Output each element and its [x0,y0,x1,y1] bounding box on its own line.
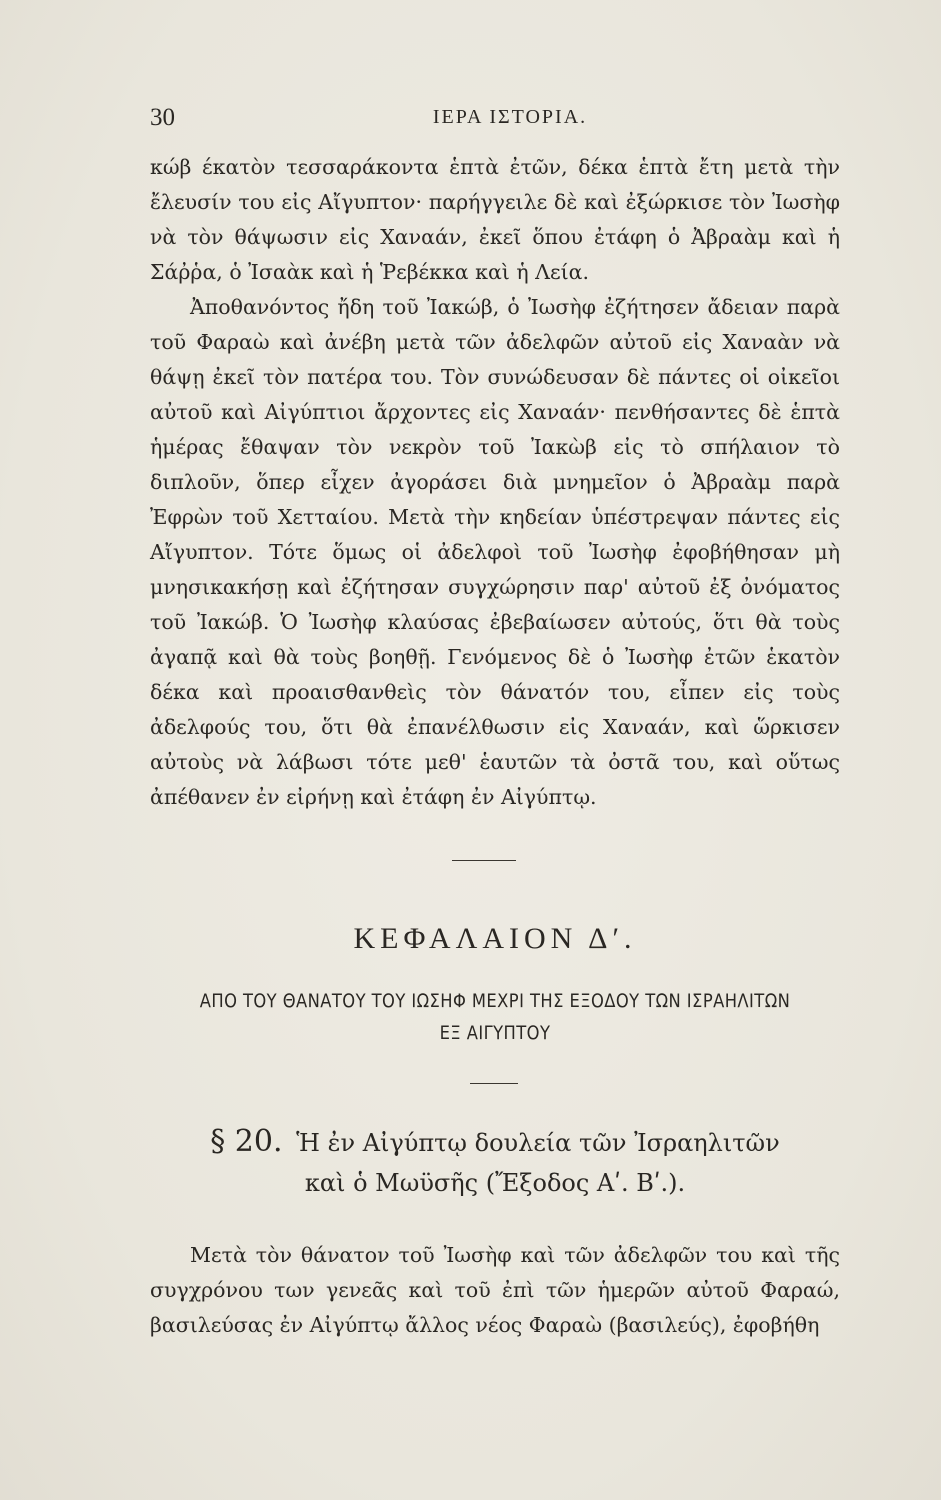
paragraph-continuation: κώβ έκατὸν τεσσαράκοντα ἑπτὰ ἐτῶν, δέκα ἑπτὰ ἔτη μετὰ τὴν ἔλευσίν του εἰς Αἴγυπτον· παρήγγειλε δὲ καὶ ἐξώρκισε τὸν Ἰωσὴφ νὰ τὸν θάψωσιν εἰς Χαναάν, ἐκεῖ ὅπου ἐτάφη ὁ Ἀβραὰμ καὶ ἡ Σάῤῥα, ὁ Ἰσαὰκ καὶ ἡ Ῥεβέκκα καὶ ἡ Λεία. [150,155,840,284]
body-text-top [150,150,840,815]
running-title: ΙΕΡΑ ΙΣΤΟΡΙΑ. [432,106,588,128]
chapter-title: ΚΕΦΑΛΑΙΟΝ Δʹ. [353,922,637,955]
paragraph: Μετὰ τὸν θάνατον τοῦ Ἰωσὴφ καὶ τῶν ἀδελφῶν του καὶ τῆς συγχρόνου των γενεᾶς καὶ τοῦ ἐπὶ τῶν ἡμερῶν αὐτοῦ Φαραώ, βασιλεύσας ἐν Αἰγύπτῳ ἄλλος νέος Φαραὼ (βασιλεύς), ἐφοβήθη [150,1243,840,1337]
section-number: § 20. [210,1124,283,1159]
body-text-bottom [150,1238,840,1343]
running-head [150,104,850,134]
chapter-subtitle-line: ΑΠΟ ΤΟΥ ΘΑΝΑΤΟΥ ΤΟΥ ΙΩΣΗΦ ΜΕΧΡΙ ΤΗΣ ΕΞΟΔΟΥ ΤΩΝ ΙΣΡΑΗΛΙΤΩΝ [199,990,791,1012]
chapter-subtitle-line: ΕΞ ΑΙΓΥΠΤΟΥ [439,1022,551,1044]
paragraph: Ἀποθανόντος ἤδη τοῦ Ἰακώβ, ὁ Ἰωσὴφ ἐζήτησεν ἄδειαν παρὰ τοῦ Φαραὼ καὶ ἀνέβη μετὰ τῶν ἀδελφῶν αὐτοῦ εἰς Χαναὰν νὰ θάψῃ ἐκεῖ τὸν πατέρα του. Τὸν συνώδευσαν δὲ πάντες οἱ οἰκεῖοι αὐτοῦ καὶ Αἰγύπτιοι ἄρχοντες εἰς Χαναάν· πενθήσαντες δὲ ἑπτὰ ἡμέρας ἔθαψαν τὸν νεκρὸν τοῦ Ἰακὼβ εἰς τὸ σπήλαιον τὸ διπλοῦν, ὅπερ εἶχεν ἀγοράσει διὰ μνημεῖον ὁ Ἀβραὰμ παρὰ Ἐφρὼν τοῦ Χετταίου. Μετὰ τὴν κηδείαν ὑπέστρεψαν πάντες εἰς Αἴγυπτον. Τότε ὅμως οἱ ἀδελφοὶ τοῦ Ἰωσὴφ ἐφοβήθησαν μὴ μνησικακήσῃ καὶ ἐζήτησαν συγχώρησιν παρ' αὐτοῦ ἐξ ὀνόματος τοῦ Ἰακώβ. Ὁ Ἰωσὴφ κλαύσας ἐβεβαίωσεν αὐτούς, ὅτι θὰ τοὺς ἀγαπᾷ καὶ θὰ τοὺς βοηθῇ. Γενόμενος δὲ ὁ Ἰωσὴφ ἐτῶν ἑκατὸν δέκα καὶ προαισθανθεὶς τὸν θάνατόν του, εἶπεν εἰς τοὺς ἀδελφούς του, ὅτι θὰ ἐπανέλθωσιν εἰς Χαναάν, καὶ ὥρκισεν αὐτοὺς νὰ λάβωσι τότε μεθ' ἑαυτῶν τὰ ὀστᾶ του, καὶ οὕτως ἀπέθανεν ἐν εἰρήνῃ καὶ ἐτάφη ἐν Αἰγύπτῳ. [150,295,840,809]
section-heading [150,1122,840,1203]
divider-rule [470,1083,518,1084]
section-heading-line: καὶ ὁ Μωϋσῆς (Ἔξοδος Αʹ. Βʹ.). [304,1169,686,1197]
divider-rule [452,860,516,861]
section-heading-line [150,1122,840,1163]
section-title: Ἡ ἐν Αἰγύπτῳ δουλεία τῶν Ἰσραηλιτῶν [296,1129,780,1157]
chapter-subtitle [198,985,791,1049]
page-number: 30 [150,104,175,131]
